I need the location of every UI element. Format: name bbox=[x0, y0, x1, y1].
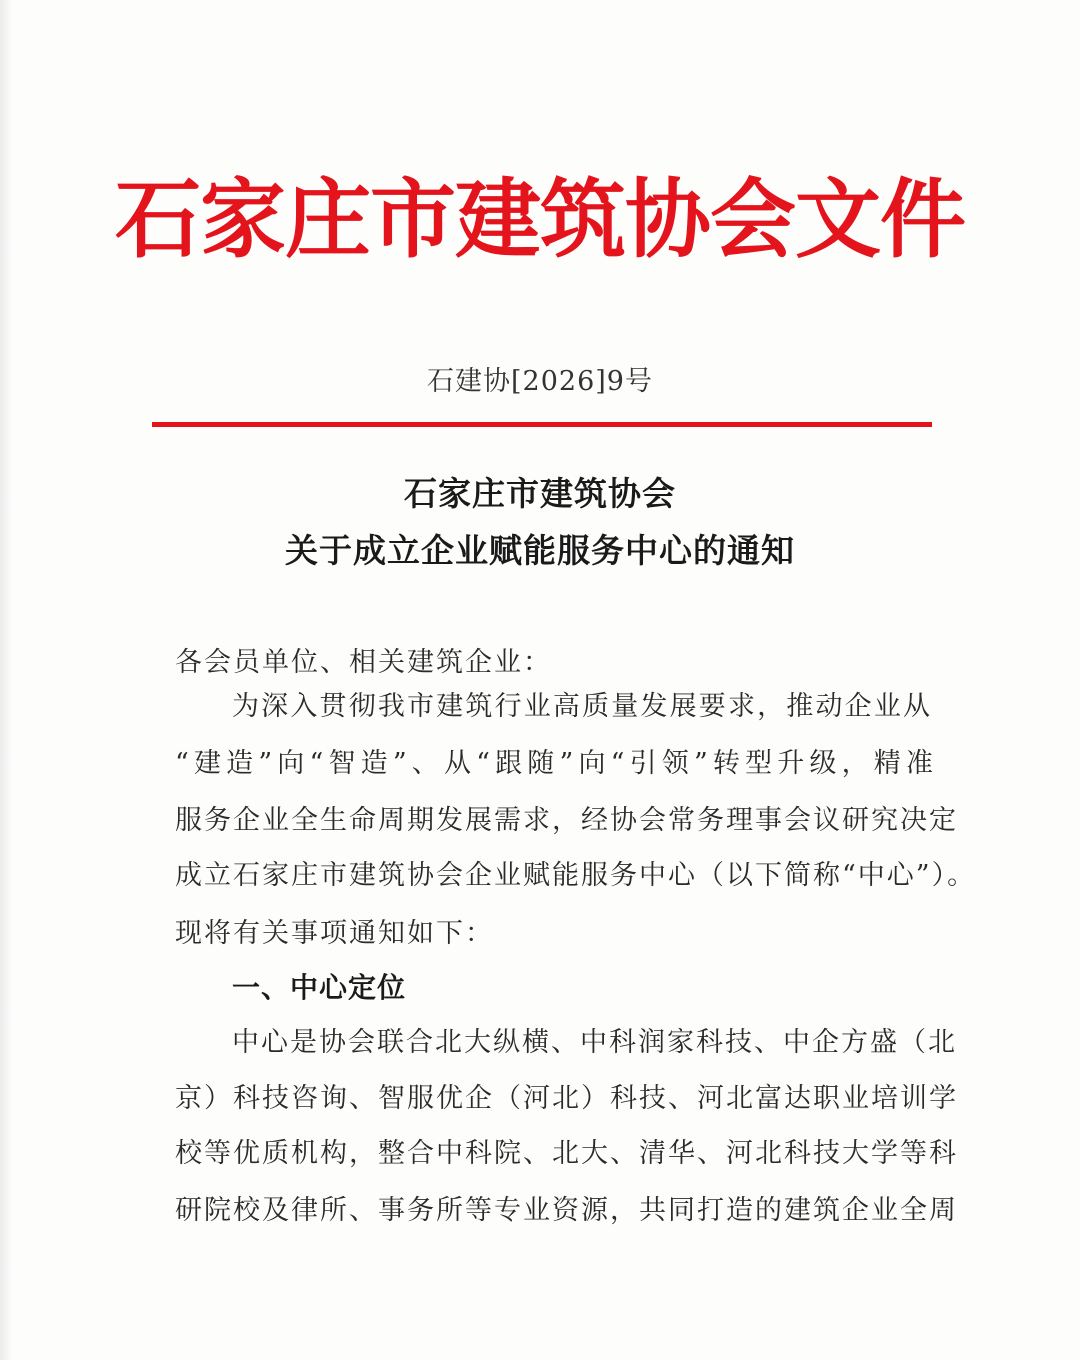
notice-title-line-1: 石家庄市建筑协会 bbox=[404, 474, 676, 513]
section-line: 校等优质机构，整合中科院、北大、清华、河北科技大学等科 bbox=[175, 1138, 958, 1169]
section-line: 中心是协会联合北大纵横、中科润家科技、中企方盛（北 bbox=[232, 1027, 957, 1058]
red-divider-line bbox=[152, 422, 932, 427]
section-heading: 一、中心定位 bbox=[232, 971, 407, 1004]
notice-title-line-2: 关于成立企业赋能服务中心的通知 bbox=[285, 531, 795, 570]
paragraph-line: “建造”向“智造”、从“跟随”向“引领”转型升级，精准 bbox=[175, 748, 935, 779]
org-red-header: 石家庄市建筑协会文件 bbox=[115, 169, 965, 270]
document-number: 石建协[2026]9号 bbox=[427, 366, 653, 397]
section-line: 研院校及律所、事务所等专业资源，共同打造的建筑企业全周 bbox=[175, 1195, 958, 1226]
salutation: 各会员单位、相关建筑企业： bbox=[175, 647, 552, 678]
paragraph-line: 成立石家庄市建筑协会企业赋能服务中心（以下简称“中心”）。 bbox=[175, 860, 977, 891]
paragraph-line: 为深入贯彻我市建筑行业高质量发展要求，推动企业从 bbox=[232, 691, 932, 722]
paragraph-line: 服务企业全生命周期发展需求，经协会常务理事会议研究决定 bbox=[175, 805, 958, 836]
page-edge-shadow bbox=[0, 0, 12, 1360]
paragraph-line: 现将有关事项通知如下： bbox=[175, 918, 494, 949]
section-line: 京）科技咨询、智服优企（河北）科技、河北富达职业培训学 bbox=[175, 1083, 958, 1114]
